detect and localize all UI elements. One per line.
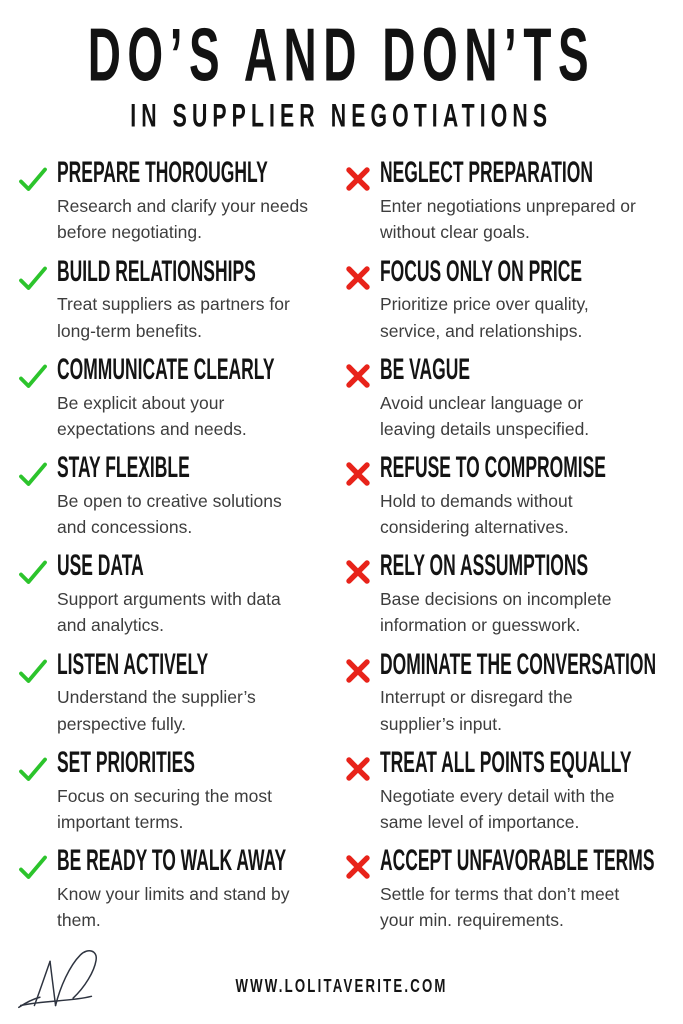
dos-item-body: Research and clarify your needs before negotiating. bbox=[57, 196, 308, 243]
donts-item-text bbox=[380, 646, 683, 737]
dos-item-body: Be explicit about your expectations and needs. bbox=[57, 392, 247, 439]
dos-item-text bbox=[57, 449, 313, 540]
dos-item-8 bbox=[18, 842, 343, 933]
page-title-row bbox=[0, 11, 683, 97]
dos-item-4 bbox=[18, 449, 343, 540]
dos-item-text bbox=[57, 253, 319, 344]
dos-item-6 bbox=[18, 646, 343, 737]
header bbox=[0, 0, 683, 134]
donts-item-text bbox=[380, 744, 683, 835]
donts-item-8 bbox=[345, 842, 683, 933]
cross-icon bbox=[345, 658, 371, 689]
donts-item-body: Base decisions on incomplete information or guesswork. bbox=[380, 589, 612, 636]
donts-item-text bbox=[380, 253, 646, 344]
dos-item-body: Support arguments with data and analytics. bbox=[57, 589, 281, 636]
dos-item-3 bbox=[18, 351, 343, 442]
dos-item-heading: STAY FLEXIBLE bbox=[57, 449, 190, 484]
check-icon bbox=[18, 854, 48, 886]
dos-item-body: Focus on securing the most important terms. bbox=[57, 785, 272, 832]
donts-item-3 bbox=[345, 351, 683, 442]
check-icon bbox=[18, 265, 48, 297]
donts-item-body: Hold to demands without considering alternatives. bbox=[380, 490, 573, 538]
donts-item-7 bbox=[345, 744, 683, 835]
cross-icon bbox=[345, 559, 371, 590]
cross-icon bbox=[345, 166, 371, 197]
donts-item-text bbox=[380, 548, 654, 638]
dos-item-text bbox=[57, 744, 313, 835]
dos-item-body: Be open to creative solutions and concessions. bbox=[57, 490, 282, 538]
check-icon bbox=[18, 658, 48, 690]
dos-item-heading: SET PRIORITIES bbox=[57, 744, 195, 779]
donts-item-2 bbox=[345, 253, 683, 344]
donts-item-text bbox=[380, 351, 636, 442]
dos-item-text bbox=[57, 548, 313, 638]
dos-item-heading: LISTEN ACTIVELY bbox=[57, 646, 209, 681]
cross-icon bbox=[345, 265, 371, 296]
dos-item-text bbox=[57, 646, 313, 737]
donts-item-heading: BE VAGUE bbox=[380, 351, 471, 386]
donts-item-heading: DOMINATE THE CONVERSATION bbox=[380, 646, 657, 681]
donts-item-text bbox=[380, 449, 677, 540]
donts-item-body: Settle for terms that don’t meet your min. requirements. bbox=[380, 883, 620, 931]
donts-item-4 bbox=[345, 449, 683, 540]
cross-icon bbox=[345, 854, 371, 885]
dos-item-2 bbox=[18, 253, 343, 344]
dos-item-text bbox=[57, 351, 343, 442]
dos-item-text bbox=[57, 842, 343, 933]
dos-item-5 bbox=[18, 548, 343, 638]
donts-item-heading: TREAT ALL POINTS EQUALLY bbox=[380, 744, 632, 779]
donts-item-heading: ACCEPT UNFAVORABLE TERMS bbox=[380, 842, 655, 877]
page-title: DO’S AND DON’TS bbox=[87, 11, 596, 97]
page-subtitle: IN SUPPLIER NEGOTIATIONS bbox=[130, 97, 553, 134]
cross-icon bbox=[345, 461, 371, 492]
donts-item-heading: NEGLECT PREPARATION bbox=[380, 155, 594, 189]
dos-item-7 bbox=[18, 744, 343, 835]
check-icon bbox=[18, 461, 48, 493]
donts-item-body: Enter negotiations unprepared or without clear goals. bbox=[380, 196, 636, 243]
donts-item-5 bbox=[345, 548, 683, 638]
donts-item-heading: RELY ON ASSUMPTIONS bbox=[380, 548, 589, 582]
dos-item-1 bbox=[18, 155, 343, 245]
check-icon bbox=[18, 559, 48, 591]
donts-item-1 bbox=[345, 155, 683, 245]
page-subtitle-row bbox=[0, 97, 683, 134]
dos-item-heading: PREPARE THOROUGHLY bbox=[57, 155, 268, 189]
donts-item-text bbox=[380, 155, 660, 245]
donts-item-body: Prioritize price over quality, service, and relationships. bbox=[380, 294, 589, 341]
dos-item-body: Understand the supplier’s perspective fully. bbox=[57, 687, 256, 734]
donts-item-text bbox=[380, 842, 683, 933]
dos-item-body: Treat suppliers as partners for long-term benefits. bbox=[57, 294, 290, 341]
donts-item-heading: FOCUS ONLY ON PRICE bbox=[380, 253, 583, 288]
donts-item-body: Negotiate every detail with the same level of importance. bbox=[380, 785, 615, 832]
check-icon bbox=[18, 166, 48, 198]
website-row bbox=[0, 978, 683, 996]
dos-item-heading: BUILD RELATIONSHIPS bbox=[57, 253, 256, 288]
cross-icon bbox=[345, 756, 371, 787]
check-icon bbox=[18, 756, 48, 788]
donts-item-body: Avoid unclear language or leaving details unspecified. bbox=[380, 392, 590, 439]
cross-icon bbox=[345, 363, 371, 394]
donts-item-body: Interrupt or disregard the supplier’s input. bbox=[380, 687, 573, 734]
check-icon bbox=[18, 363, 48, 395]
dos-item-heading: BE READY TO WALK AWAY bbox=[57, 842, 287, 877]
dos-item-body: Know your limits and stand by them. bbox=[57, 883, 290, 931]
donts-item-heading: REFUSE TO COMPROMISE bbox=[380, 449, 606, 484]
dos-donts-grid bbox=[0, 155, 683, 933]
dos-item-text bbox=[57, 155, 334, 245]
donts-item-6 bbox=[345, 646, 683, 737]
website-text: WWW.LOLITAVERITE.COM bbox=[235, 976, 448, 997]
dos-item-heading: USE DATA bbox=[57, 548, 144, 582]
dos-item-heading: COMMUNICATE CLEARLY bbox=[57, 351, 275, 386]
footer bbox=[0, 934, 683, 1024]
